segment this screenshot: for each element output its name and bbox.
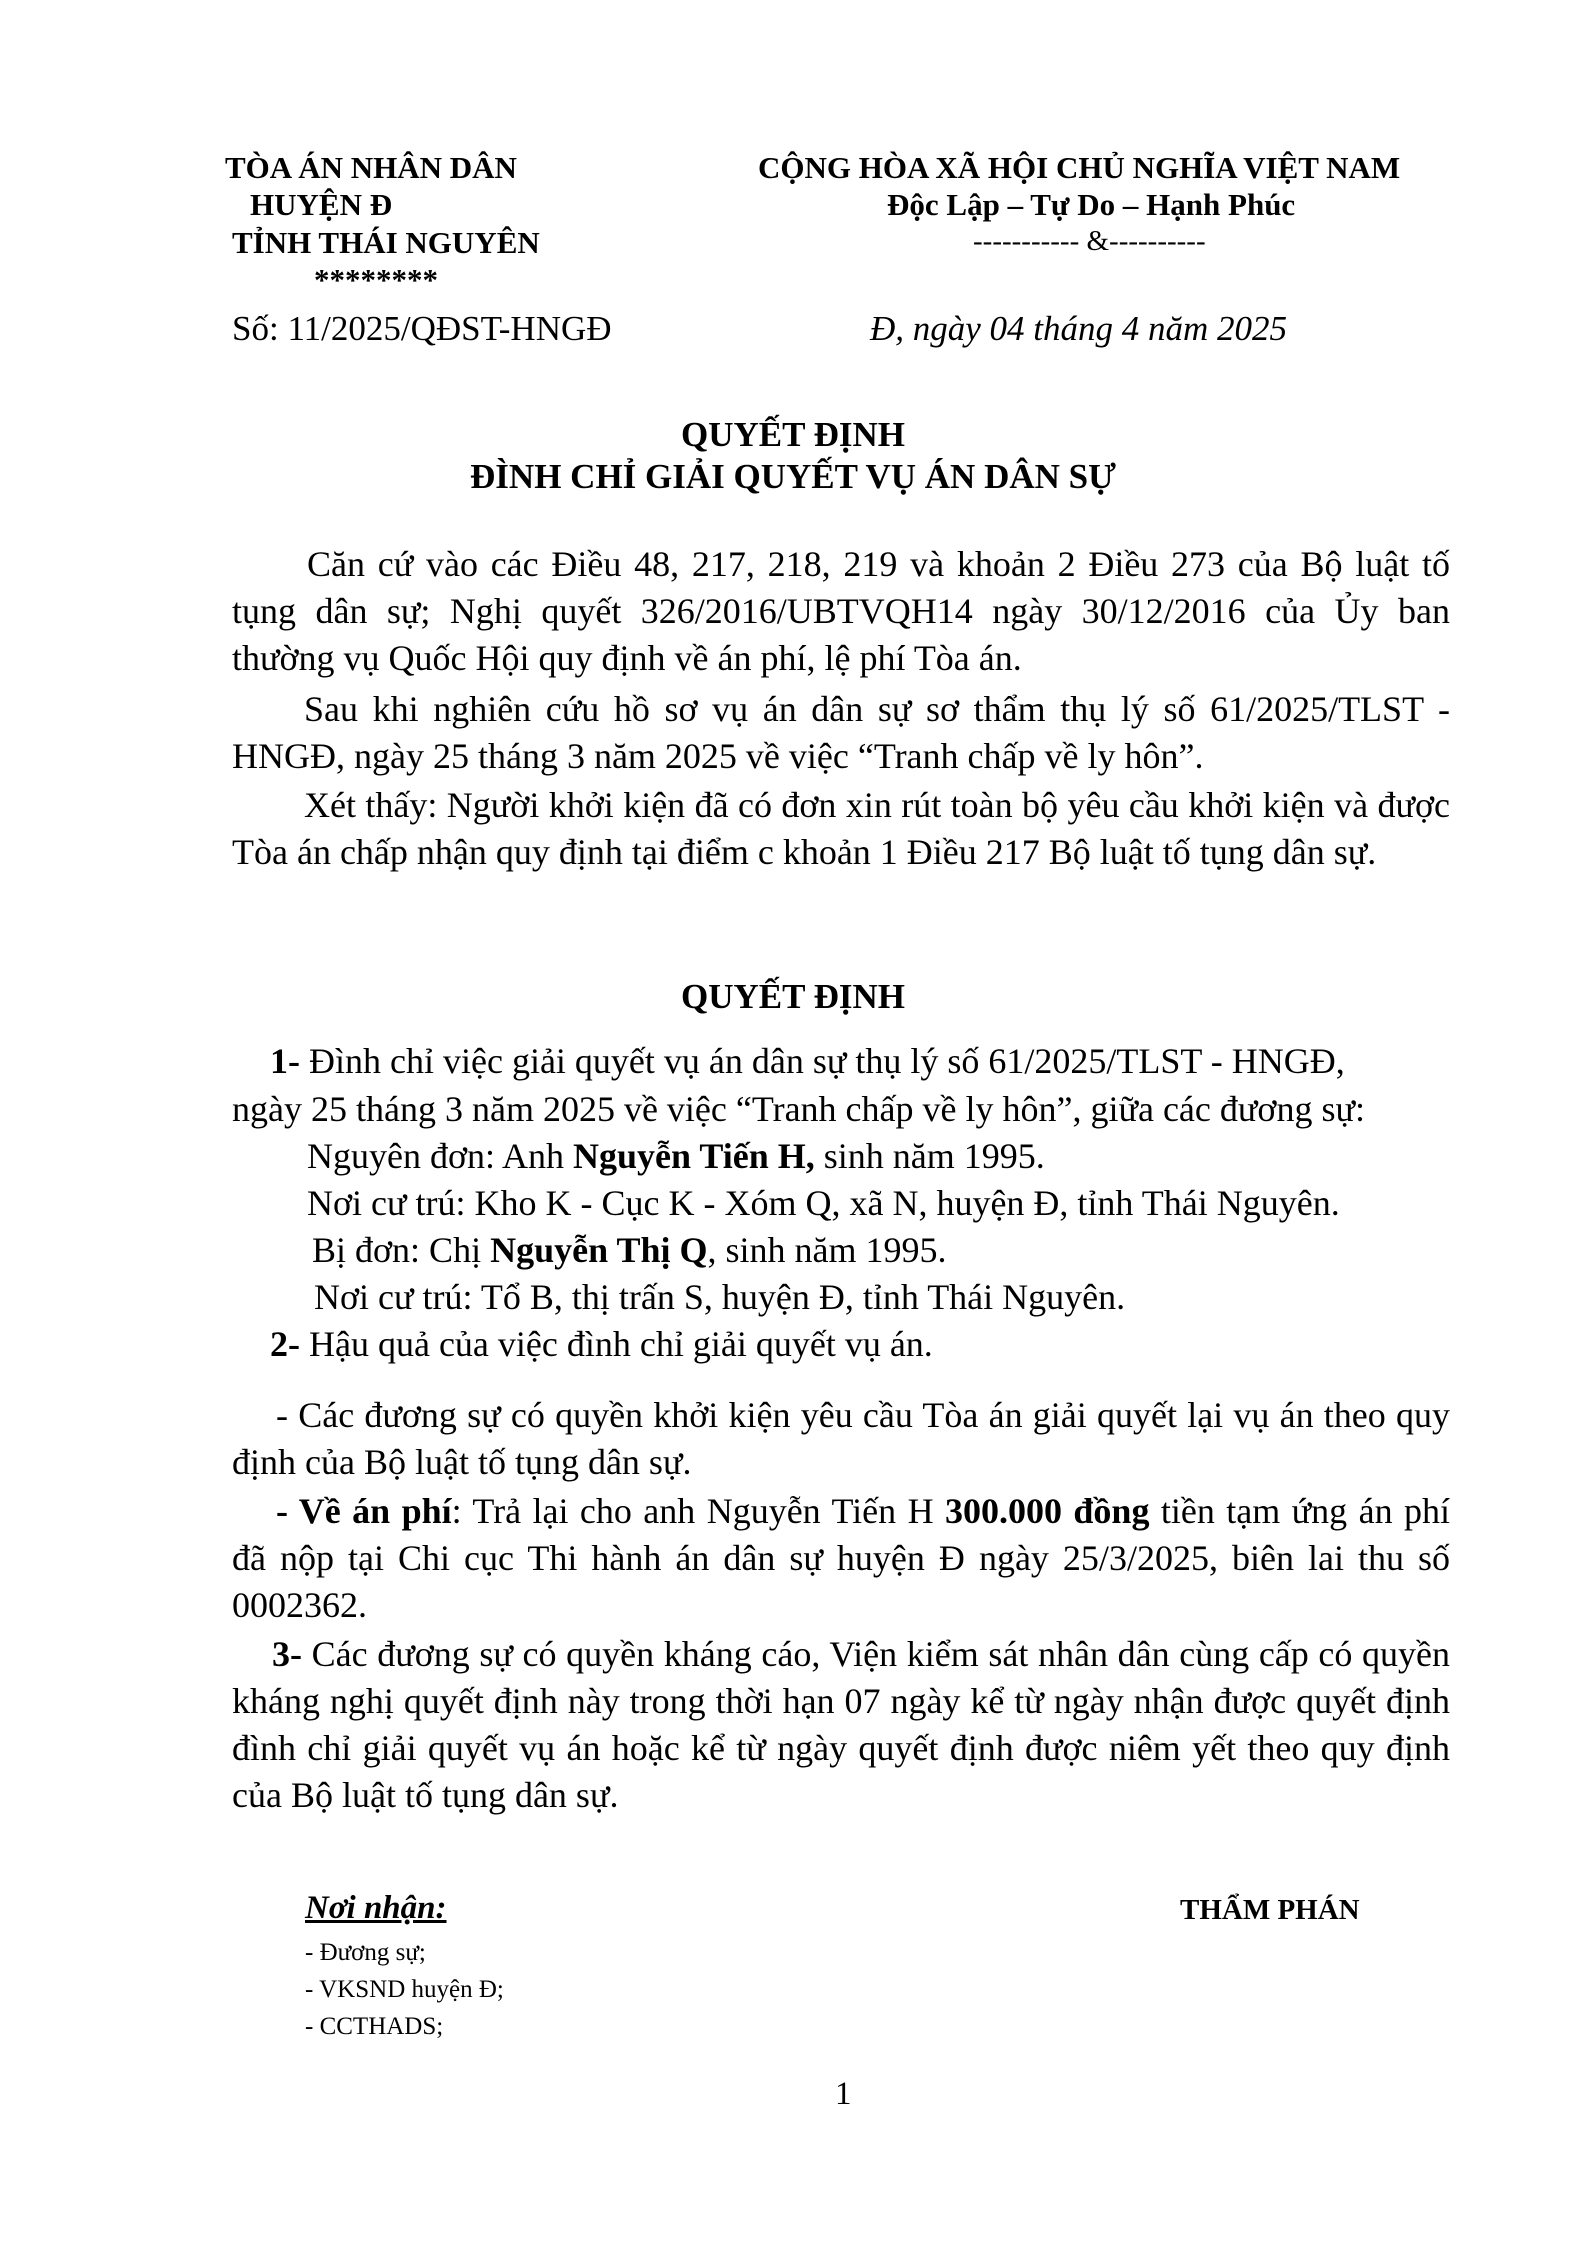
court-name: TÒA ÁN NHÂN DÂN [225, 150, 517, 185]
item-1: 1- Đình chỉ việc giải quyết vụ án dân sự thụ lý số 61/2025/TLST - HNGĐ, [270, 1041, 1345, 1081]
item-2-court-fee: - Về án phí: Trả lại cho anh Nguyễn Tiến H 300.000 đồng tiền tạm ứng án phí đã nộp tại Chi cục Thi hành án dân sự huyện Đ ngày 25/3/2025, biên lai thu số 0002362. [232, 1491, 1450, 1625]
item-2: 2- Hậu quả của việc đình chỉ giải quyết vụ án. [270, 1324, 933, 1364]
national-motto: Độc Lập – Tự Do – Hạnh Phúc [887, 187, 1296, 222]
defendant-address: Nơi cư trú: Tổ B, thị trấn S, huyện Đ, tỉnh Thái Nguyên. [314, 1277, 1126, 1317]
recipient-item: - VKSND huyện Đ; [305, 1976, 504, 2003]
court-province: TỈNH THÁI NGUYÊN [232, 225, 540, 260]
defendant-line: Bị đơn: Chị Nguyễn Thị Q, sinh năm 1995. [312, 1230, 947, 1270]
recipients-heading: Nơi nhận: [305, 1890, 447, 1926]
signer-title: THẨM PHÁN [1180, 1894, 1360, 1926]
item-2-right-to-sue: - Các đương sự có quyền khởi kiện yêu cầu Tòa án giải quyết lại vụ án theo quy định của Bộ luật tố tụng dân sự. [232, 1395, 1450, 1482]
plaintiff-address: Nơi cư trú: Kho K - Cục K - Xóm Q, xã N, huyện Đ, tỉnh Thái Nguyên. [307, 1183, 1340, 1223]
item-3: 3- Các đương sự có quyền kháng cáo, Viện kiểm sát nhân dân cùng cấp có quyền kháng nghị quyết định này trong thời hạn 07 ngày kể từ ngày nhận được quyết định đình chỉ giải quyết vụ án hoặc kể từ ngày quyết định được niêm yết theo quy định của Bộ luật tố tụng dân sự. [232, 1634, 1450, 1815]
national-title: CỘNG HÒA XÃ HỘI CHỦ NGHĨA VIỆT NAM [758, 150, 1401, 185]
header-divider: ----------- &---------- [973, 225, 1206, 257]
item-1-number: 1- [270, 1041, 300, 1081]
court-fee-label: - Về án phí [276, 1491, 452, 1531]
item-3-number: 3- [272, 1634, 302, 1674]
recipient-item: - Đương sự; [305, 1939, 426, 1966]
preamble-legal-basis: Căn cứ vào các Điều 48, 217, 218, 219 và khoản 2 Điều 273 của Bộ luật tố tụng dân sự; Nghị quyết 326/2016/UBTVQH14 ngày 30/12/2016 của Ủy ban thường vụ Quốc Hội quy định về án phí, lệ phí Tòa án. [232, 544, 1450, 678]
item-1-continuation: ngày 25 tháng 3 năm 2025 về việc “Tranh chấp về ly hôn”, giữa các đương sự: [232, 1089, 1365, 1129]
plaintiff-line: Nguyên đơn: Anh Nguyễn Tiến H, sinh năm 1995. [307, 1136, 1045, 1176]
reference-number: Số: 11/2025/QĐST-HNGĐ [232, 309, 612, 348]
court-district: HUYỆN Đ [250, 187, 393, 222]
defendant-name: Nguyễn Thị Q [490, 1230, 708, 1270]
preamble-finding: Xét thấy: Người khởi kiện đã có đơn xin rút toàn bộ yêu cầu khởi kiện và được Tòa án chấp nhận quy định tại điểm c khoản 1 Điều 217 Bộ luật tố tụng dân sự. [232, 785, 1450, 872]
court-fee-amount: 300.000 đồng [944, 1491, 1150, 1531]
decision-heading: QUYẾT ĐỊNH [681, 977, 905, 1016]
header-stars: ******** [314, 262, 438, 297]
preamble-case-review: Sau khi nghiên cứu hồ sơ vụ án dân sự sơ thẩm thụ lý số 61/2025/TLST - HNGĐ, ngày 25 tháng 3 năm 2025 về việc “Tranh chấp về ly hôn”. [232, 689, 1450, 776]
place-date: Đ, ngày 04 tháng 4 năm 2025 [870, 309, 1288, 348]
document-title: QUYẾT ĐỊNH [681, 415, 905, 454]
document-subtitle: ĐÌNH CHỈ GIẢI QUYẾT VỤ ÁN DÂN SỰ [470, 457, 1116, 496]
page-number: 1 [835, 2076, 852, 2112]
plaintiff-name: Nguyễn Tiến H, [573, 1136, 815, 1176]
item-2-number: 2- [270, 1324, 300, 1364]
recipient-item: - CCTHADS; [305, 2013, 444, 2040]
